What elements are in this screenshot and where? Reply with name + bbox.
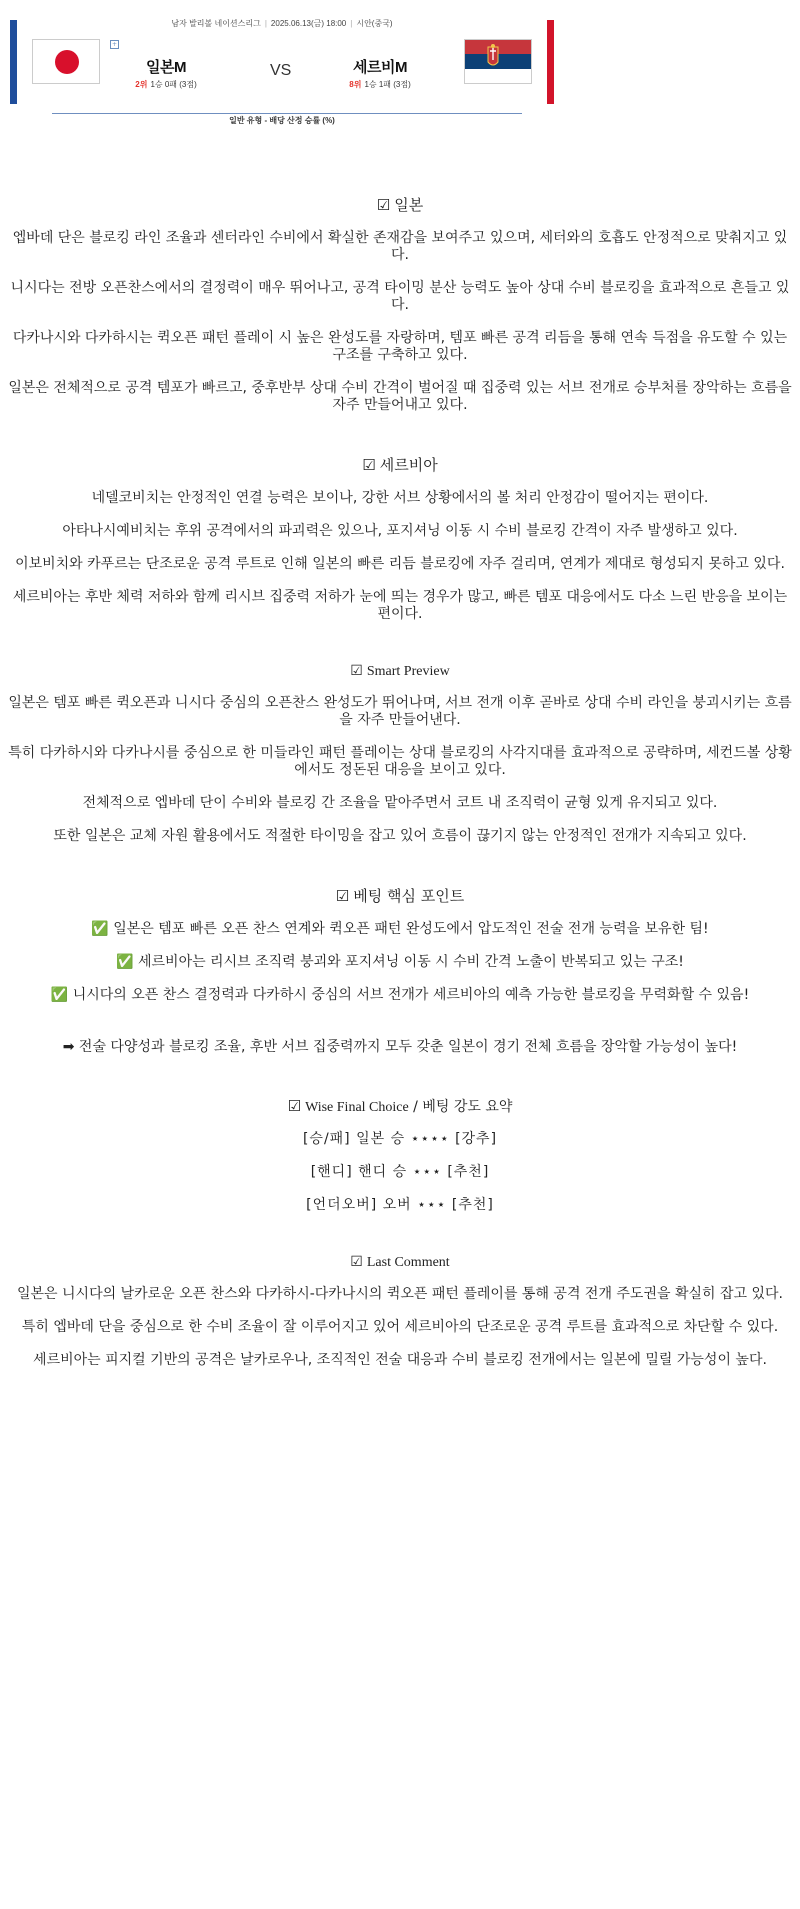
info-icon[interactable]: + — [111, 41, 118, 48]
home-team-rank: 2위 — [135, 80, 148, 89]
japan-para-1: 엡바데 단은 블로킹 라인 조율과 센터라인 수비에서 확실한 존재감을 보여주고 있으며, 세터와의 호흡도 안정적으로 맞춰지고 있다. — [12, 230, 788, 263]
japan-para-2: 니시다는 전방 오픈찬스에서의 결정력이 매우 뛰어나고, 공격 타이밍 분산 능력도 높아 상대 수비 블로킹을 효과적으로 흔들고 있다. — [10, 280, 790, 313]
away-team-rank: 8위 — [349, 80, 362, 89]
article-body — [8, 194, 792, 1369]
japan-para-4: 일본은 전체적으로 공격 템포가 빠르고, 중후반부 상대 수비 간격이 벌어질 때 집중력 있는 서브 전개로 승부처를 장악하는 흐름을 자주 만들어내고 있다. — [8, 380, 792, 413]
pick-over-under: [언더오버] 오버 ⋆⋆⋆ [추천] — [306, 1197, 494, 1213]
serbia-para-1: 네델코비치는 안정적인 연결 능력은 보이나, 강한 서브 상황에서의 볼 처리 안정감이 떨어지는 편이다. — [91, 490, 709, 506]
serbia-para-2: 아타나시예비치는 후위 공격에서의 파괴력은 있으나, 포지셔닝 이동 시 수비 블로킹 간격이 자주 발생하고 있다. — [62, 523, 738, 539]
betting-point-1: ✅ 일본은 템포 빠른 오픈 찬스 연계와 퀵오픈 패턴 완성도에서 압도적인 전술 전개 능력을 보유한 팀! — [91, 921, 709, 937]
japan-para-3: 다카나시와 다카하시는 퀵오픈 패턴 플레이 시 높은 완성도를 자랑하며, 템포 빠른 공격 리듬을 통해 연속 득점을 유도할 수 있는 구조를 구축하고 있다. — [12, 330, 788, 363]
serbia-flag-icon — [464, 39, 532, 84]
away-color-bar — [547, 20, 554, 104]
away-team-name: 세르비M — [353, 59, 407, 76]
last-para-2: 특히 엡바데 단을 중심으로 한 수비 조율이 잘 이루어지고 있어 세르비아의 단조로운 공격 루트를 효과적으로 차단할 수 있다. — [21, 1319, 779, 1335]
away-team — [320, 56, 440, 90]
match-venue: 시안(중국) — [356, 19, 393, 28]
match-meta: 남자 발리볼 네이션스리그 | 2025.06.13(금) 18:00 | 시안(중국) — [171, 19, 393, 28]
section-title-last-comment: ☑ Last Comment — [350, 1255, 450, 1270]
checkbox-icon: ☑ — [287, 1097, 302, 1115]
pick-handicap: [핸디] 핸디 승 ⋆⋆⋆ [추천] — [310, 1164, 490, 1180]
checkbox-icon: ☑ — [350, 664, 363, 679]
checkbox-icon: ☑ — [376, 196, 391, 214]
home-team-record: 1승 0패 (3점) — [150, 80, 197, 89]
vs-label: VS — [270, 62, 292, 79]
section-title-serbia: ☑ 세르비아 — [362, 456, 438, 474]
section-title-smart-preview: ☑ Smart Preview — [350, 664, 450, 679]
match-datetime: 2025.06.13(금) 18:00 — [270, 19, 347, 28]
serbia-para-4: 세르비아는 후반 체력 저하와 함께 리시브 집중력 저하가 눈에 띄는 경우가 많고, 빠른 템포 대응에서도 다소 느린 반응을 보이는 편이다. — [12, 589, 788, 622]
section-title-betting: ☑ 베팅 핵심 포인트 — [335, 887, 465, 905]
betting-point-3: ✅ 니시다의 오픈 찬스 결정력과 다카하시 중심의 서브 전개가 세르비아의 예측 가능한 블로킹을 무력화할 수 있음! — [50, 987, 750, 1003]
subtitle-label: 일반 유형 - 배당 산정 승률 (%) — [215, 116, 349, 125]
home-team-name: 일본M — [146, 59, 186, 76]
betting-point-2: ✅ 세르비아는 리시브 조직력 붕괴와 포지셔닝 이동 시 수비 간격 노출이 반복되고 있는 구조! — [116, 954, 684, 970]
section-title-japan: ☑ 일본 — [376, 196, 424, 214]
home-team — [106, 56, 226, 90]
checkbox-icon: ☑ — [335, 887, 350, 905]
pick-win-loss: [승/패] 일본 승 ⋆⋆⋆⋆ [강추] — [302, 1131, 498, 1147]
smart-para-1: 일본은 템포 빠른 퀵오픈과 니시다 중심의 오픈찬스 완성도가 뛰어나며, 서브 전개 이후 곧바로 상대 수비 라인을 붕괴시키는 흐름을 자주 만들어낸다. — [8, 695, 792, 728]
checkbox-icon: ☑ — [362, 456, 376, 474]
smart-para-3: 전체적으로 엡바데 단이 수비와 블로킹 간 조율을 맡아주면서 코트 내 조직력이 균형 있게 유지되고 있다. — [82, 795, 718, 811]
japan-flag-icon — [32, 39, 100, 84]
match-header-card — [10, 18, 554, 125]
league-name: 남자 발리볼 네이션스리그 — [171, 19, 261, 28]
serbia-para-3: 이보비치와 카푸르는 단조로운 공격 루트로 인해 일본의 빠른 리듬 블로킹에 자주 걸리며, 연계가 제대로 형성되지 못하고 있다. — [15, 556, 785, 572]
section-title-wise-choice: ☑ Wise Final Choice / 베팅 강도 요약 — [287, 1097, 513, 1115]
away-team-record: 1승 1패 (3점) — [364, 80, 411, 89]
last-para-1: 일본은 니시다의 날카로운 오픈 찬스와 다카하시-다카나시의 퀵오픈 패턴 플레이를 통해 공격 전개 주도권을 확실히 잡고 있다. — [17, 1286, 783, 1302]
smart-para-2: 특히 다카하시와 다카나시를 중심으로 한 미들라인 패턴 플레이는 상대 블로킹의 사각지대를 효과적으로 공략하며, 세컨드볼 상황에서도 정돈된 대응을 보이고 있다. — [8, 745, 792, 778]
smart-para-4: 또한 일본은 교체 자원 활용에서도 적절한 타이밍을 잡고 있어 흐름이 끊기지 않는 안정적인 전개가 지속되고 있다. — [53, 828, 747, 844]
last-para-3: 세르비아는 피지컬 기반의 공격은 날카로우나, 조직적인 전술 대응과 수비 블로킹 전개에서는 일본에 밀릴 가능성이 높다. — [33, 1352, 767, 1368]
betting-conclusion: ➡ 전술 다양성과 블로킹 조율, 후반 서브 집중력까지 모두 갖춘 일본이 경기 전체 흐름을 장악할 가능성이 높다! — [62, 1039, 738, 1055]
checkbox-icon: ☑ — [350, 1255, 363, 1270]
home-color-bar — [10, 20, 17, 104]
